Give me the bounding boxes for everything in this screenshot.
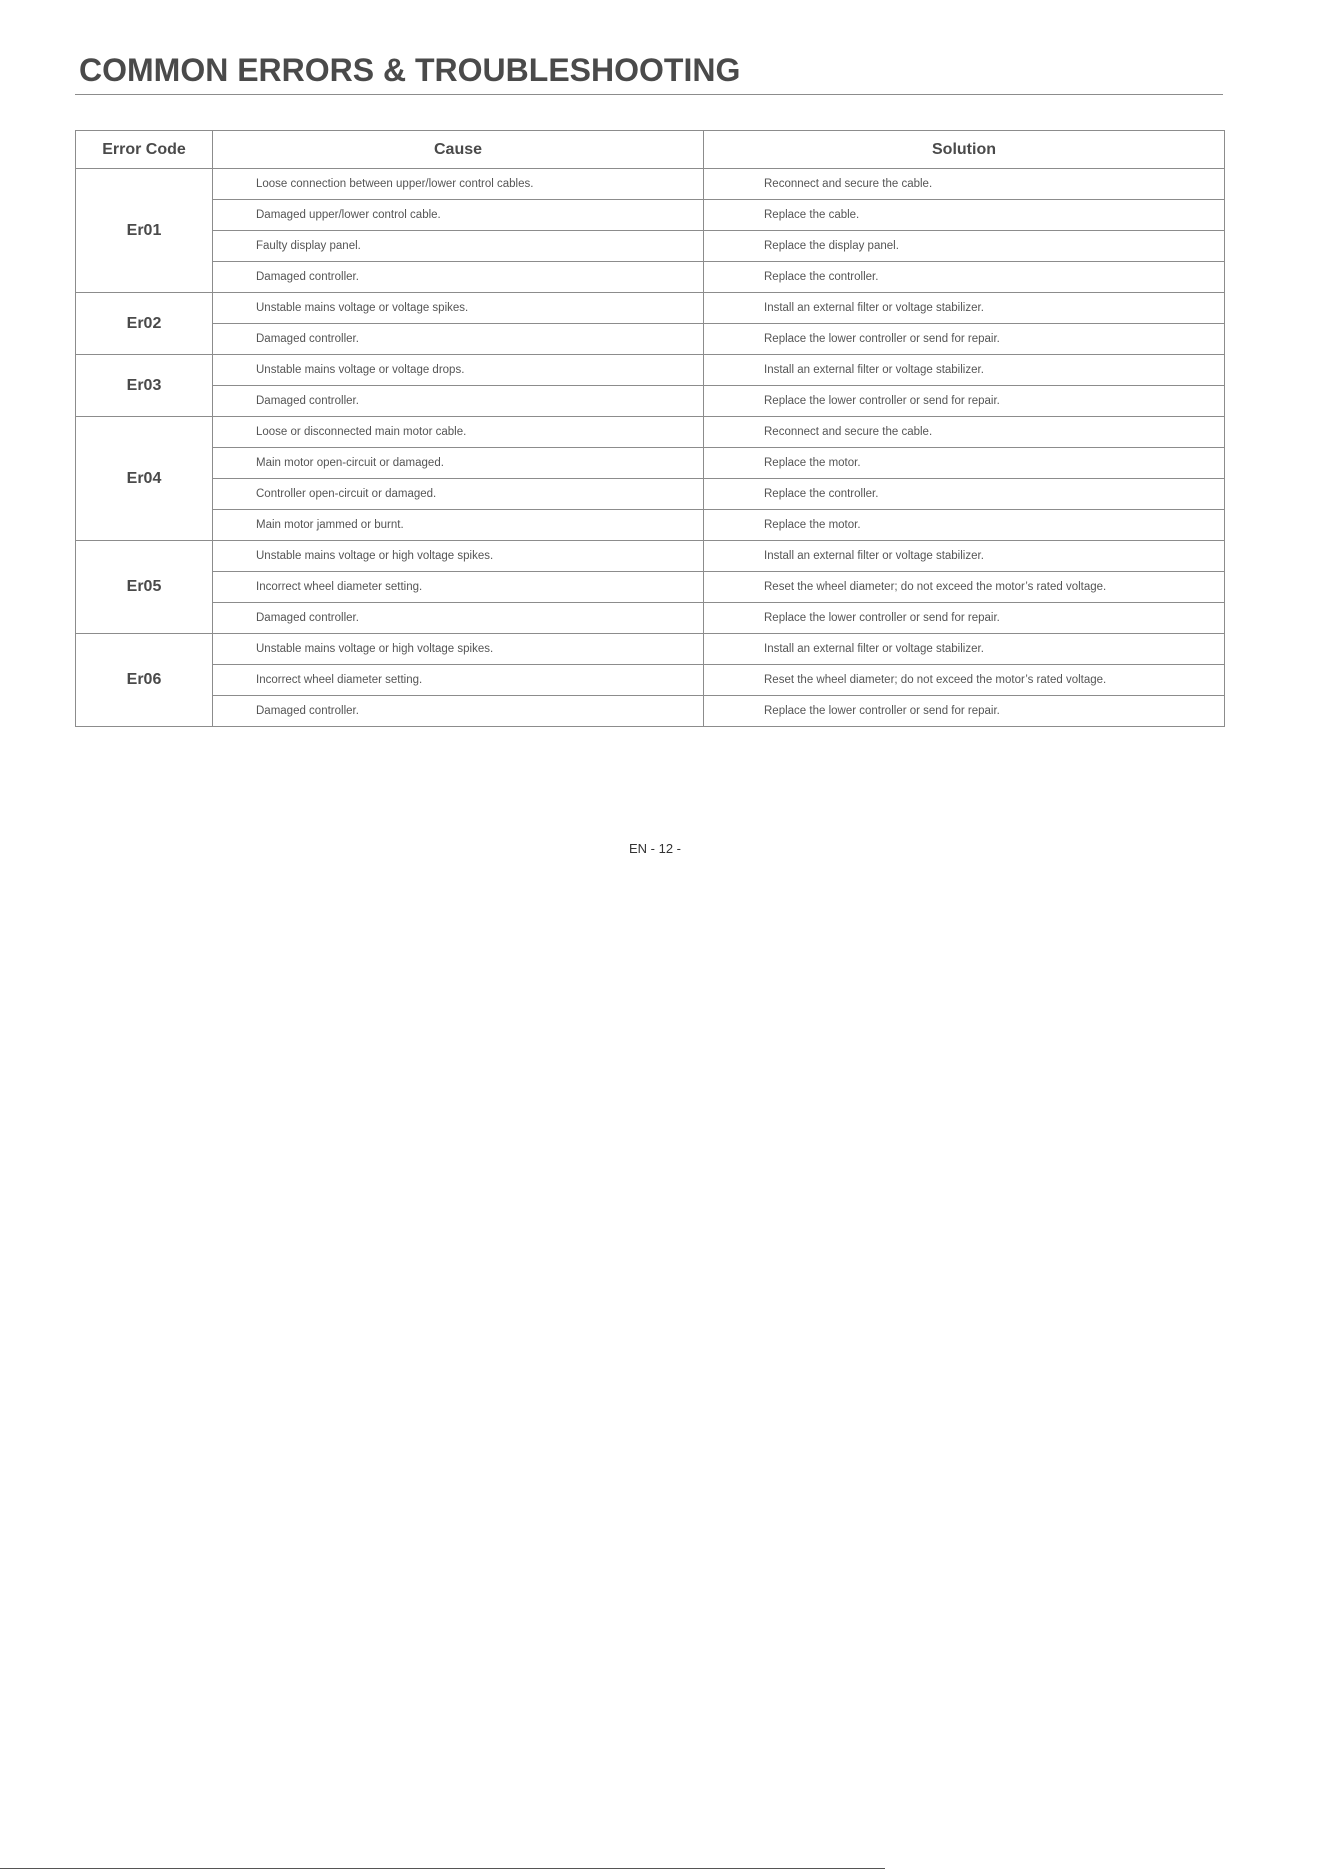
solution-cell: Reconnect and secure the cable. [704,417,1225,448]
page-title: COMMON ERRORS & TROUBLESHOOTING [79,52,741,88]
solution-cell: Reset the wheel diameter; do not exceed the motor’s rated voltage. [704,665,1225,696]
solution-cell: Replace the motor. [704,448,1225,479]
solution-cell: Install an external filter or voltage stabilizer. [704,355,1225,386]
troubleshooting-table [75,130,1225,727]
error-code-cell: Er01 [76,169,213,293]
title-divider [75,94,1223,95]
cause-cell: Damaged controller. [213,324,704,355]
header-solution: Solution [704,131,1225,169]
table-row [76,572,1225,603]
solution-cell: Replace the motor. [704,510,1225,541]
solution-cell: Replace the lower controller or send for repair. [704,324,1225,355]
table-row [76,634,1225,665]
solution-cell: Replace the cable. [704,200,1225,231]
table-row [76,231,1225,262]
cause-cell: Main motor jammed or burnt. [213,510,704,541]
table-row [76,510,1225,541]
solution-cell: Replace the lower controller or send for repair. [704,386,1225,417]
solution-cell: Install an external filter or voltage stabilizer. [704,293,1225,324]
error-code-cell: Er06 [76,634,213,727]
table-row [76,169,1225,200]
cause-cell: Main motor open-circuit or damaged. [213,448,704,479]
table-row [76,448,1225,479]
cause-cell: Loose or disconnected main motor cable. [213,417,704,448]
table-row [76,293,1225,324]
cause-cell: Damaged controller. [213,262,704,293]
solution-cell: Replace the controller. [704,262,1225,293]
table-row [76,200,1225,231]
table-row [76,541,1225,572]
table-header-row [76,131,1225,169]
cause-cell: Controller open-circuit or damaged. [213,479,704,510]
solution-cell: Reset the wheel diameter; do not exceed the motor’s rated voltage. [704,572,1225,603]
cause-cell: Unstable mains voltage or voltage spikes. [213,293,704,324]
error-code-cell: Er02 [76,293,213,355]
solution-cell: Replace the controller. [704,479,1225,510]
table-body [76,169,1225,727]
cause-cell: Unstable mains voltage or high voltage spikes. [213,634,704,665]
table-row [76,324,1225,355]
bottom-divider [0,1868,885,1869]
error-code-cell: Er03 [76,355,213,417]
cause-cell: Damaged controller. [213,603,704,634]
page-number: EN - 12 - [628,841,681,856]
table-row [76,665,1225,696]
cause-cell: Damaged controller. [213,386,704,417]
solution-cell: Install an external filter or voltage stabilizer. [704,541,1225,572]
cause-cell: Incorrect wheel diameter setting. [213,572,704,603]
cause-cell: Incorrect wheel diameter setting. [213,665,704,696]
table-row [76,262,1225,293]
table-row [76,417,1225,448]
cause-cell: Loose connection between upper/lower control cables. [213,169,704,200]
cause-cell: Faulty display panel. [213,231,704,262]
cause-cell: Damaged upper/lower control cable. [213,200,704,231]
solution-cell: Install an external filter or voltage stabilizer. [704,634,1225,665]
solution-cell: Replace the lower controller or send for repair. [704,696,1225,727]
table-row [76,355,1225,386]
solution-cell: Replace the display panel. [704,231,1225,262]
table-row [76,386,1225,417]
error-code-cell: Er04 [76,417,213,541]
header-cause: Cause [213,131,704,169]
table-row [76,696,1225,727]
header-error-code: Error Code [76,131,213,169]
solution-cell: Replace the lower controller or send for repair. [704,603,1225,634]
cause-cell: Damaged controller. [213,696,704,727]
cause-cell: Unstable mains voltage or high voltage spikes. [213,541,704,572]
cause-cell: Unstable mains voltage or voltage drops. [213,355,704,386]
error-code-cell: Er05 [76,541,213,634]
table-row [76,603,1225,634]
solution-cell: Reconnect and secure the cable. [704,169,1225,200]
table-row [76,479,1225,510]
